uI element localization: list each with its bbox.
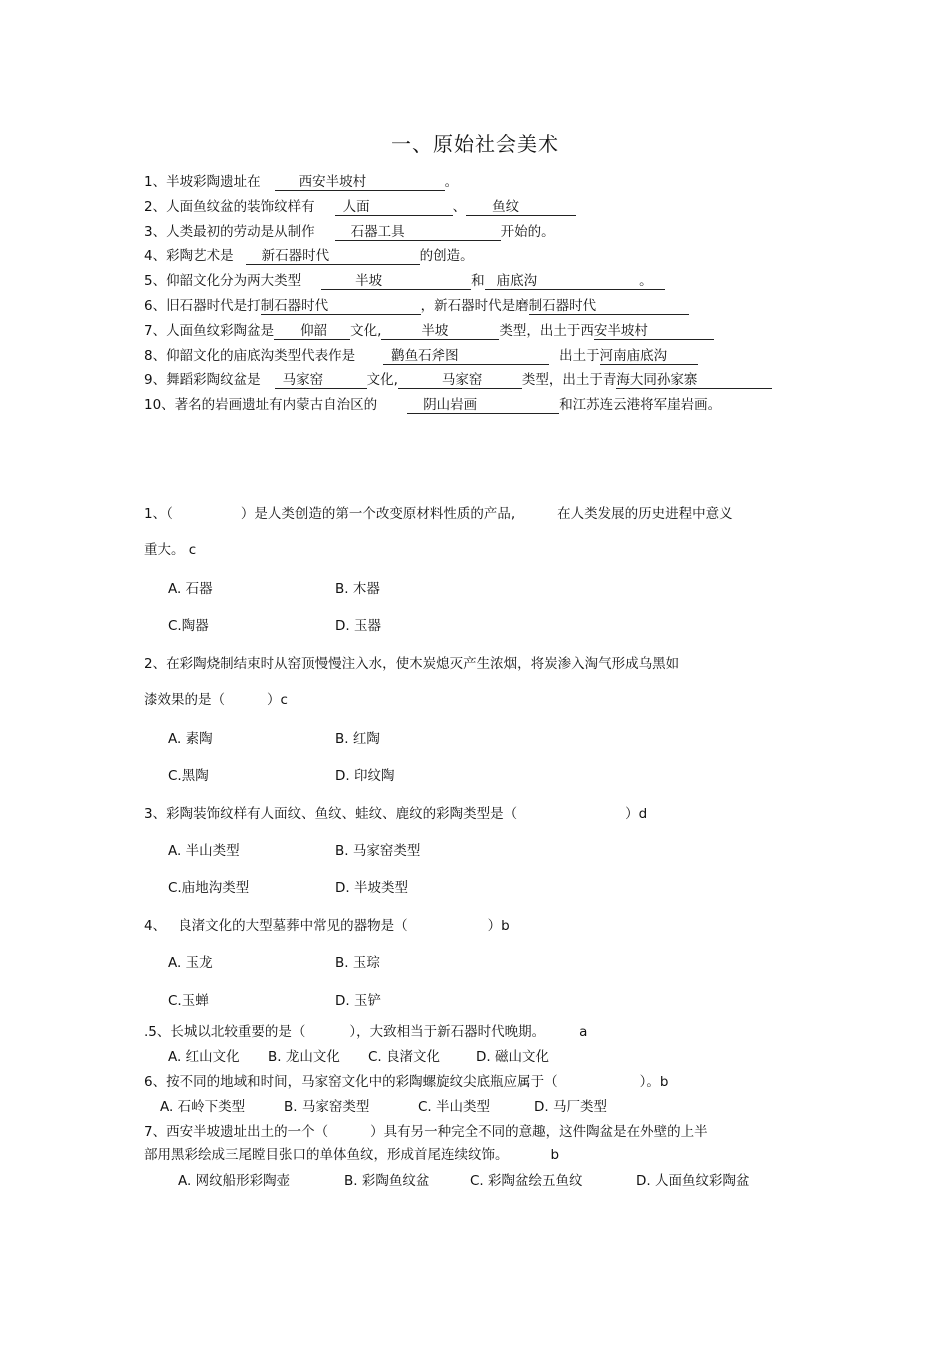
option-a: A. 玉龙 <box>168 955 213 971</box>
option-d: D. 人面鱼纹彩陶盆 <box>636 1173 750 1189</box>
option-b: B. 彩陶鱼纹盆 <box>344 1173 430 1189</box>
fill-item-1: 1、半坡彩陶遗址在 西安半坡村 。 <box>144 174 459 190</box>
option-c: C.玉蝉 <box>168 993 209 1009</box>
question-6-line-1: 6、按不同的地域和时间，马家窑文化中的彩陶螺旋纹尖底瓶应属于（ ）。b <box>144 1074 669 1090</box>
answer: 鹳鱼石斧图 <box>391 347 459 364</box>
option-c: C.庙地沟类型 <box>168 880 250 896</box>
option-b: B. 木器 <box>335 581 380 597</box>
option-d: D. 玉铲 <box>335 993 381 1009</box>
fill-item-4: 4、彩陶艺术是 新石器时代 的创造。 <box>144 248 474 265</box>
option-a: A. 素陶 <box>168 731 213 747</box>
option-c: C.黑陶 <box>168 768 209 784</box>
option-b: B. 龙山文化 <box>268 1049 340 1065</box>
answer: 马家窑 <box>441 372 483 389</box>
answer: 半坡 <box>355 273 383 290</box>
option-a: A. 红山文化 <box>168 1049 240 1065</box>
fill-item-7: 7、人面鱼纹彩陶盆是 仰韶 文化, 半坡 类型，出土于西安半坡村 <box>144 319 824 344</box>
question-1-line-1: 1、（ ）是人类创造的第一个改变原材料性质的产品, 在人类发展的历史进程中意义 <box>144 506 733 522</box>
question-5-line-1: .5、长城以北较重要的是（ ），大致相当于新石器时代晚期。 a <box>144 1024 588 1040</box>
question-4-line-1: 4、 良渚文化的大型墓葬中常见的器物是（ ）b <box>144 918 510 934</box>
answer: 制石器时代 <box>528 297 597 314</box>
option-a: A. 石器 <box>168 581 213 597</box>
question-7-line-2: 部用黑彩绘成三尾瞠目张口的单体鱼纹，形成首尾连续纹饰。 b <box>144 1147 560 1163</box>
fill-item-2: 2、人面鱼纹盆的装饰纹样有 人面 、 鱼纹 <box>144 195 824 220</box>
fill-in-section <box>144 170 824 418</box>
answer: 石器工具 <box>350 223 405 240</box>
answer: 仰韶 <box>300 322 328 339</box>
option-b: B. 马家窑类型 <box>284 1099 370 1115</box>
answer: 安半坡村 <box>593 322 648 339</box>
question-1-line-2: 重大。 c <box>144 542 197 558</box>
fill-item-6: 6、旧石器时代是打制石器时代 ，新石器时代是磨制石器时代 <box>144 294 824 319</box>
question-2-line-2: 漆效果的是（ ）c <box>144 692 288 708</box>
option-d: D. 玉器 <box>335 618 381 634</box>
option-c: C. 半山类型 <box>418 1099 491 1115</box>
answer: 半坡 <box>421 322 449 339</box>
question-7-line-1: 7、西安半坡遗址出土的一个（ ）具有另一种完全不同的意趣，这件陶盆是在外壁的上半 <box>144 1124 708 1140</box>
answer: 西安半坡村 <box>298 174 367 190</box>
answer: 新石器时代 <box>261 248 330 265</box>
option-d: D. 马厂类型 <box>534 1099 607 1115</box>
option-c: C. 彩陶盆绘五鱼纹 <box>470 1173 583 1189</box>
option-b: B. 马家窑类型 <box>335 843 421 859</box>
answer: 海大同孙家寨 <box>616 372 698 389</box>
answer: 河南庙底沟 <box>599 347 668 364</box>
option-a: A. 网纹船形彩陶壶 <box>178 1173 291 1189</box>
question-3-line-1: 3、彩陶装饰纹样有人面纹、鱼纹、蛙纹、鹿纹的彩陶类型是（ ）d <box>144 806 648 822</box>
fill-item-8: 8、仰韶文化的庙底沟类型代表作是 鹳鱼石斧图 出土于河南庙底沟 <box>144 344 824 369</box>
page-title: 一、原始社会美术 <box>391 132 559 156</box>
answer: 马家窑 <box>282 372 324 389</box>
fill-item-10: 10、著名的岩画遗址有内蒙古自治区的 阴山岩画 和江苏连云港将军崖岩画。 <box>144 397 722 414</box>
option-c: C. 良渚文化 <box>368 1049 441 1065</box>
option-d: D. 印纹陶 <box>335 768 395 784</box>
option-c: C.陶器 <box>168 618 209 634</box>
answer: 人面 <box>342 198 370 215</box>
question-2-line-1: 2、在彩陶烧制结束时从窑顶慢慢注入水，使木炭熄灭产生浓烟，将炭渗入淘气形成乌黑如 <box>144 656 680 672</box>
fill-item-3: 3、人类最初的劳动是从制作 石器工具 开始的。 <box>144 223 555 240</box>
answer: 鱼纹 <box>492 198 520 215</box>
option-a: A. 石岭下类型 <box>160 1099 246 1115</box>
option-d: D. 磁山文化 <box>476 1049 549 1065</box>
answer: 阴山岩画 <box>423 397 478 414</box>
option-b: B. 玉琮 <box>335 955 380 971</box>
fill-item-5: 5、仰韶文化分为两大类型 半坡 和 庙底沟 。 <box>144 269 824 294</box>
answer: 制石器时代 <box>260 297 329 314</box>
option-a: A. 半山类型 <box>168 843 240 859</box>
option-b: B. 红陶 <box>335 731 380 747</box>
answer: 庙底沟 <box>496 273 538 290</box>
option-d: D. 半坡类型 <box>335 880 408 896</box>
fill-item-9: 9、舞蹈彩陶纹盆是 马家窑 文化, 马家窑 类型，出土于青海大同孙家寨 <box>144 368 824 393</box>
